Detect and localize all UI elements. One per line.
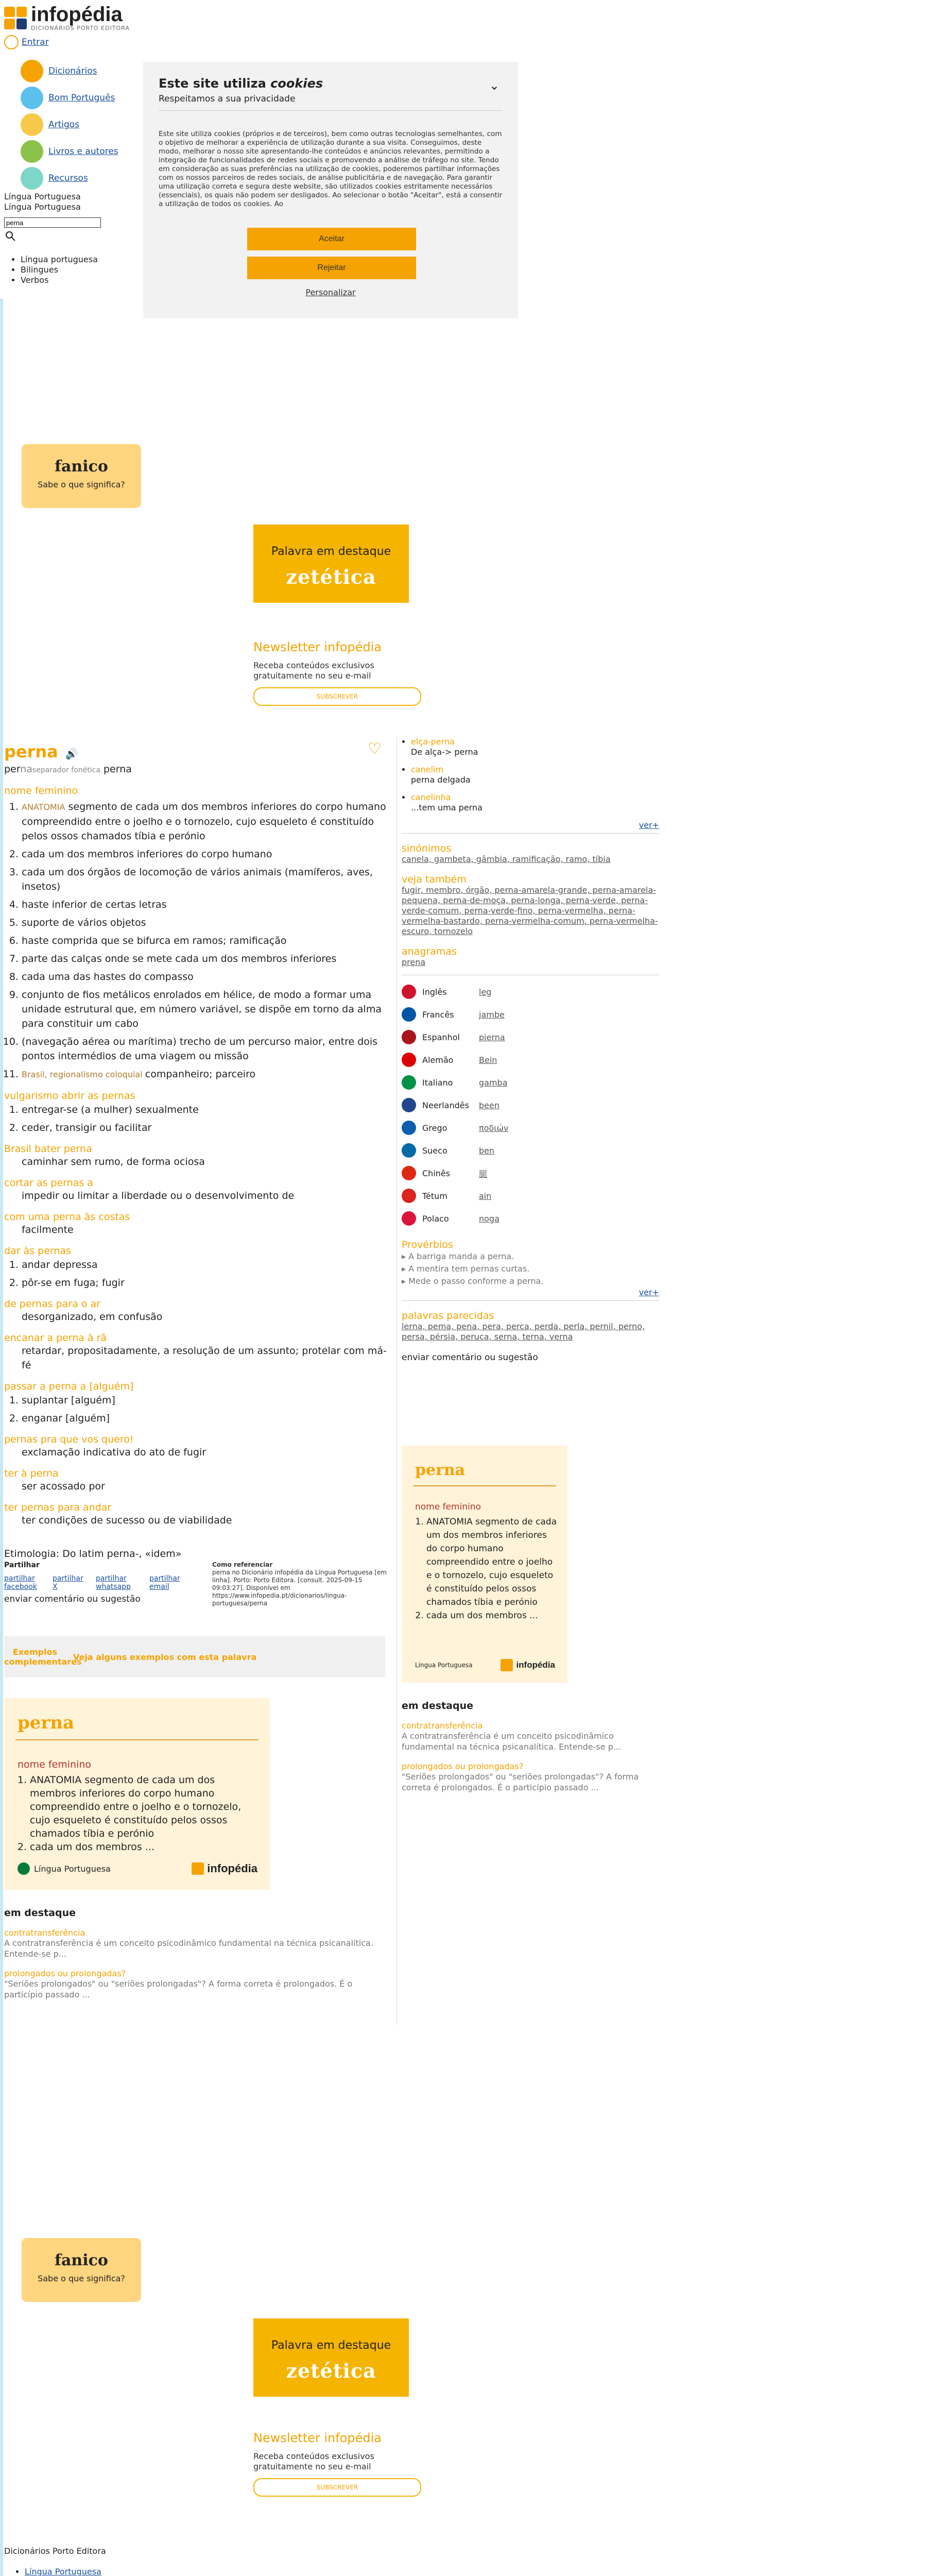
quiz-word: fanico <box>55 457 108 476</box>
translation-row[interactable] <box>402 1207 659 1230</box>
phrase-title: cortar as pernas a <box>4 1177 93 1189</box>
lang-selected-2: Língua Portuguesa <box>4 202 81 212</box>
lang-option[interactable]: • Língua portuguesa <box>21 255 98 265</box>
see-more-link[interactable]: ver+ <box>639 1287 659 1297</box>
card-def: 2. cada um dos membros ... <box>426 1609 560 1622</box>
card-lang: Língua Portuguesa <box>415 1662 473 1669</box>
card-footer <box>18 1862 257 1875</box>
definition-text: suporte de vários objetos <box>22 917 146 928</box>
grammar-category: nome feminino <box>4 785 78 796</box>
translation-language: Chinês <box>422 1168 451 1178</box>
highlight-item[interactable]: prolongados ou prolongadas? "Seriões prolongados" ou "seriões prolongadas"? A forma correta é prolongados. É o particípio passado ... <box>4 1969 353 1999</box>
phrase-title: passar a perna a [alguém] <box>4 1381 134 1392</box>
highlight-item[interactable]: contratransferência A contratransferência é um conceito psicodinâmico fundamental na técnica psicanalítica. Entende-se p... <box>402 1721 622 1752</box>
nav-label[interactable]: Artigos <box>48 120 80 130</box>
translation-language: Tétum <box>422 1191 447 1201</box>
newsletter-title: Newsletter infopédia <box>253 640 382 654</box>
see-also-title: veja também <box>402 874 467 885</box>
newsletter-box <box>253 2431 423 2497</box>
divider <box>402 1300 659 1301</box>
card-category: nome feminino <box>415 1502 481 1512</box>
definition-item <box>22 847 391 861</box>
share-label: Partilhar <box>4 1561 40 1569</box>
site-logo[interactable] <box>4 4 130 31</box>
translation-row[interactable] <box>402 1026 659 1048</box>
definition-item <box>22 916 391 930</box>
card-divider <box>15 1739 258 1740</box>
translation-word[interactable]: noga <box>479 1213 499 1224</box>
featured-word: zetética <box>286 2359 376 2382</box>
headword: perna <box>4 742 58 761</box>
portugal-flag-icon <box>18 1862 30 1875</box>
quiz-question: Sabe o que significa? <box>38 2274 125 2283</box>
phrase-title: ter à perna <box>4 1468 59 1479</box>
speaker-icon[interactable]: 🔊 <box>65 748 78 760</box>
phrase-title: pernas pra que vos quero! <box>4 1434 134 1445</box>
footer-link[interactable]: • Língua Portuguesa <box>25 2567 101 2576</box>
highlight-item[interactable]: prolongados ou prolongadas? "Seriões prolongados" ou "seriões prolongadas"? A forma correta é prolongados. É o particípio passado ... <box>402 1761 639 1792</box>
newsletter-desc: Receba conteúdos exclusivos gratuitamente no seu e-mail <box>253 660 374 681</box>
nav-item-bom-portugues[interactable] <box>21 84 118 111</box>
dictionary-icon <box>21 60 43 82</box>
nav-label[interactable]: Dicionários <box>48 66 97 76</box>
divider <box>159 110 503 111</box>
phrase-def: caminhar sem rumo, de forma ociosa <box>22 1156 205 1167</box>
translation-row[interactable] <box>402 1139 659 1162</box>
nav-label[interactable]: Livros e autores <box>48 146 118 157</box>
phrase-def-list <box>4 1393 391 1426</box>
comment-link[interactable]: enviar comentário ou sugestão <box>4 1594 141 1604</box>
translation-row[interactable] <box>402 1071 659 1094</box>
dictionary-entry <box>4 742 391 1560</box>
flag-icon <box>402 985 416 999</box>
nav-item-dicionarios[interactable] <box>21 58 118 84</box>
right-sidebar <box>402 737 659 1363</box>
phrase-def: 1. entregar-se (a mulher) sexualmente <box>22 1103 391 1117</box>
subscribe-button[interactable]: SUBSCREVER <box>253 687 421 706</box>
featured-word-card[interactable] <box>253 524 409 603</box>
cookie-body: Este site utiliza cookies (próprios e de terceiros), bem como outras tecnologias semelhantes, com o objetivo de melhorar a experiência de utilização durante a sua visita. Conseguimos, deste modo, melhorar o nosso site apresentando-lhe conteúdos e anúncios relevantes, permitindo a integração de funcionalidades de redes sociais e promovendo a análise de tráfego no site. Tendo em consideração as suas preferências na utilização de cookies, poderemos partilhar informações com os nossos parceiros de redes sociais, de análise publicitária e de navegação. Para garantir uma utilização correta e segura deste website, são utilizados cookies estritamente necessários (essenciais), os quais não podem ser desligados. Ao selecionar o botão "Aceitar", está a consentir a utilização de todos os cookies. Ao <box>159 130 503 208</box>
lang-option[interactable]: • Verbos <box>21 275 98 285</box>
word-quiz-card[interactable] <box>22 444 141 508</box>
nav-item-livros[interactable] <box>21 138 118 165</box>
related-list <box>402 737 659 813</box>
subscribe-button[interactable]: SUBSCREVER <box>253 2478 421 2497</box>
synonyms-links[interactable]: canela, gambeta, gâmbia, ramificação, ramo, tíbia <box>402 854 611 864</box>
flag-icon <box>402 1211 416 1226</box>
definition-item <box>22 1035 391 1063</box>
similar-words-title: palavras parecidas <box>402 1310 494 1321</box>
translations-list <box>402 980 659 1230</box>
definition-list <box>4 800 391 1082</box>
share-card-side <box>402 1446 567 1683</box>
phrase-title: dar às pernas <box>4 1245 71 1257</box>
flag-icon <box>402 1007 416 1022</box>
card-def: 1. ANATOMIA segmento de cada um dos membros inferiores do corpo humano compreendido entre o joelho e o tornozelo, cujo esqueleto é constituído pelos ossos chamados tíbia e perónio <box>30 1773 256 1840</box>
language-selector[interactable] <box>4 192 81 212</box>
card-footer <box>415 1659 555 1671</box>
definition-text: haste inferior de certas letras <box>22 899 167 910</box>
footer <box>4 2546 674 2576</box>
definition-item <box>22 970 391 984</box>
logo-subtitle: DICIONÁRIOS PORTO EDITORA <box>31 25 130 31</box>
page-edge-strip <box>0 299 3 2576</box>
flag-icon <box>402 1166 416 1180</box>
phrase-def: ser acossado por <box>22 1481 105 1492</box>
featured-word: zetética <box>286 565 376 588</box>
card-headword: perna <box>18 1713 75 1733</box>
cookie-subtitle: Respeitamos a sua privacidade <box>159 94 296 104</box>
flag-icon <box>402 1121 416 1135</box>
card-divider <box>413 1485 556 1486</box>
translation-language: Sueco <box>422 1145 447 1156</box>
see-also-links[interactable]: fugir, membro, órgão, perna-amarela-grande, perna-amarela-pequena, perna-de-moça, perna-longa, perna-verde, perna-verde-comum, perna-verde-fino, perna-vermelha, perna-vermelha-bastardo, perna-vermelha-comum, perna-vermelha-escuro, tornozelo <box>402 885 658 936</box>
translation-word[interactable]: ben <box>479 1145 495 1156</box>
share-card <box>4 1698 270 1890</box>
proverb: ▸ A barriga manda a perna. <box>402 1251 514 1261</box>
phrases-list <box>4 1090 391 1528</box>
newsletter-desc: Receba conteúdos exclusivos gratuitamente no seu e-mail <box>253 2451 374 2471</box>
phrase-def-list <box>4 1103 391 1135</box>
login-link[interactable] <box>4 35 49 49</box>
translation-word[interactable]: gamba <box>479 1077 508 1088</box>
share-x-link[interactable]: partilhar X <box>53 1574 83 1591</box>
card-def: 2. cada um dos membros ... <box>30 1840 256 1854</box>
logo-text: infopédia <box>31 3 123 26</box>
phrase-def: facilmente <box>22 1224 74 1235</box>
etymology: Etimologia: Do latim perna-, «idem» <box>4 1548 182 1560</box>
syllabification: pernaseparador fonética perna <box>4 764 132 775</box>
main-nav <box>21 58 118 192</box>
proverb: ▸ Mede o passo conforme a perna. <box>402 1276 544 1286</box>
cookie-dialog <box>143 62 518 318</box>
nav-label[interactable]: Bom Português <box>48 93 115 103</box>
phrase-def: desorganizado, em confusão <box>22 1311 163 1323</box>
translation-row[interactable] <box>402 1003 659 1026</box>
logo-mark-icon <box>4 7 27 29</box>
related-item[interactable]: • canelinha ...tem uma perna <box>411 792 659 813</box>
book-icon <box>21 140 43 163</box>
translation-language: Neerlandês <box>422 1100 469 1110</box>
citation-text: perna no Dicionário infopédia da Língua Portuguesa [em linha]. Porto: Porto Editora. [consult. 2025-09-15 09:03:27]. Disponível em https://www.infopedia.pt/dicionarios/lingua-portuguesa/perna <box>212 1569 387 1607</box>
phrase-title: Brasil bater perna <box>4 1143 92 1155</box>
flag-icon <box>402 1030 416 1044</box>
card-defs <box>12 1773 256 1854</box>
column-divider <box>396 737 397 2025</box>
phrase-def: 2. pôr-se em fuga; fugir <box>22 1276 391 1290</box>
personalize-link[interactable]: Personalizar <box>305 287 356 297</box>
logo-mark-icon <box>192 1862 204 1875</box>
flag-icon <box>402 1075 416 1090</box>
flag-icon <box>402 1143 416 1158</box>
definition-text: parte das calças onde se mete cada um dos membros inferiores <box>22 953 337 964</box>
definition-item <box>22 952 391 966</box>
proverb: ▸ A mentira tem pernas curtas. <box>402 1264 530 1274</box>
translation-language: Espanhol <box>422 1032 460 1042</box>
card-category: nome feminino <box>18 1759 92 1770</box>
translation-row[interactable] <box>402 1094 659 1116</box>
translation-row[interactable] <box>402 980 659 1003</box>
phrase-def: exclamação indicativa do ato de fugir <box>22 1447 206 1458</box>
article-icon <box>21 113 43 136</box>
translation-language: Italiano <box>422 1077 453 1088</box>
user-icon <box>4 35 19 49</box>
chevron-down-icon[interactable]: ⌄ <box>489 78 499 93</box>
translation-language: Polaco <box>422 1213 449 1224</box>
logo-mark-icon <box>501 1659 513 1671</box>
comment-link[interactable]: enviar comentário ou sugestão <box>402 1352 538 1363</box>
definition-text: companheiro; parceiro <box>145 1069 256 1080</box>
speech-icon <box>21 87 43 109</box>
translation-row[interactable] <box>402 1162 659 1184</box>
highlights-title: em destaque <box>4 1907 76 1919</box>
translation-language: Alemão <box>422 1055 454 1065</box>
accept-button[interactable]: Aceitar <box>247 228 416 250</box>
heart-icon[interactable]: ♡ <box>368 740 382 758</box>
definition-text: cada um dos órgãos de locomoção de vários animais (mamíferos, aves, insetos) <box>22 867 373 892</box>
featured-title: Palavra em destaque <box>271 2339 391 2352</box>
definition-text: cada uma das hastes do compasso <box>22 971 194 982</box>
newsletter-box <box>253 640 423 706</box>
quiz-word: fanico <box>55 2251 108 2269</box>
phrase-def: impedir ou limitar a liberdade ou o desenvolvimento de <box>22 1190 295 1201</box>
phrase-def: 2. enganar [alguém] <box>22 1411 391 1426</box>
login-label[interactable]: Entrar <box>22 37 49 47</box>
translation-language: Francês <box>422 1009 454 1020</box>
definition-text: (navegação aérea ou marítima) trecho de um percurso maior, entre dois pontos intermédios de uma viagem ou missão <box>22 1036 378 1062</box>
card-logo: infopédia <box>501 1659 555 1671</box>
translation-word[interactable]: ain <box>479 1191 492 1201</box>
examples-button[interactable]: Exemplos complementares <box>4 1647 82 1667</box>
share-whatsapp-link[interactable]: partilhar whatsapp <box>96 1574 131 1591</box>
card-lang: Língua Portuguesa <box>18 1862 111 1875</box>
proverbs-title: Provérbios <box>402 1239 453 1250</box>
flag-icon <box>402 1098 416 1112</box>
translation-word[interactable]: pierna <box>479 1032 505 1042</box>
divider <box>402 833 659 834</box>
card-headword: perna <box>415 1461 465 1479</box>
reject-button[interactable]: Rejeitar <box>247 257 416 279</box>
highlights-title: em destaque <box>402 1700 474 1711</box>
nav-item-artigos[interactable] <box>21 111 118 138</box>
phrase-def: 2. ceder, transigir ou facilitar <box>22 1121 391 1135</box>
phrase-def: retardar, propositadamente, a resolução de um assunto; protelar com má-fé <box>22 1345 387 1371</box>
translation-row[interactable] <box>402 1116 659 1139</box>
citation-box <box>212 1561 387 1607</box>
word-quiz-card[interactable] <box>22 2238 141 2302</box>
related-item[interactable]: • canelim perna delgada <box>411 765 659 785</box>
highlights-right <box>402 1700 659 1793</box>
definition-item <box>22 897 391 912</box>
examples-text: Veja alguns exemplos com esta palavra <box>73 1652 257 1662</box>
definition-item <box>22 865 391 894</box>
highlights-left <box>4 1907 391 2000</box>
newsletter-title: Newsletter infopédia <box>253 2431 382 2445</box>
search-input[interactable] <box>4 217 101 228</box>
translation-word[interactable]: been <box>479 1100 499 1110</box>
phrase-title: vulgarismo abrir as pernas <box>4 1090 135 1101</box>
phrase-title: encanar a perna à rã <box>4 1332 107 1344</box>
footer-dict-list <box>4 2567 674 2576</box>
definition-text: conjunto de fios metálicos enrolados em hélice, de modo a formar uma unidade estrutural que, em número variável, se dispõe em torno da alma para constituir um cabo <box>22 989 382 1029</box>
share-facebook-link[interactable]: partilhar facebook <box>4 1574 37 1591</box>
definition-item <box>22 988 391 1031</box>
related-item[interactable]: • elça-perna De alça-> perna <box>411 737 659 757</box>
examples-bar[interactable] <box>4 1636 385 1677</box>
phrase-def: 1. suplantar [alguém] <box>22 1393 391 1408</box>
definition-text: cada um dos membros inferiores do corpo humano <box>22 849 272 860</box>
definition-item <box>22 934 391 948</box>
usage-tag: Brasil, regionalismo coloquial <box>22 1070 145 1079</box>
phrase-def-list <box>4 1258 391 1290</box>
synonyms-title: sinónimos <box>402 843 452 854</box>
translation-language: Grego <box>422 1123 447 1133</box>
phrase-title: ter pernas para andar <box>4 1502 112 1513</box>
phrase-def: 1. andar depressa <box>22 1258 391 1272</box>
lang-options <box>21 255 98 285</box>
definition-item <box>22 800 391 843</box>
lang-selected[interactable]: Língua Portuguesa <box>4 192 81 201</box>
phrase-title: com uma perna às costas <box>4 1211 130 1223</box>
similar-words-links[interactable]: lerna, pema, pena, pera, perca, perda, perla, pernil, perno, persa, pérsia, peruca, serna, terna, verna <box>402 1321 645 1342</box>
featured-title: Palavra em destaque <box>271 545 391 558</box>
highlight-item[interactable]: contratransferência A contratransferência é um conceito psicodinâmico fundamental na técnica psicanalítica. Entende-se p... <box>4 1928 373 1959</box>
translation-word[interactable]: leg <box>479 987 492 997</box>
translation-word[interactable]: jambe <box>479 1009 505 1020</box>
lang-option[interactable]: • Bilingues <box>21 265 98 275</box>
translation-word[interactable]: ποδιών <box>479 1123 508 1133</box>
definition-item <box>22 1067 391 1082</box>
usage-tag: ANATOMIA <box>22 802 65 812</box>
phrase-title: de pernas para o ar <box>4 1298 100 1310</box>
card-defs <box>409 1515 560 1622</box>
card-logo: infopédia <box>192 1862 257 1875</box>
card-def: 1. ANATOMIA segmento de cada um dos membros inferiores do corpo humano compreendido entre o joelho e o tornozelo, cujo esqueleto é constituído pelos ossos chamados tíbia e perónio <box>426 1515 560 1609</box>
definition-text: haste comprida que se bifurca em ramos; ramificação <box>22 935 287 946</box>
translation-language: Inglês <box>422 987 447 997</box>
share-email-link[interactable]: partilhar email <box>149 1574 180 1591</box>
quiz-question: Sabe o que significa? <box>38 480 125 489</box>
anagrams-title: anagramas <box>402 946 457 957</box>
nav-label[interactable]: Recursos <box>48 173 88 183</box>
resources-icon <box>21 167 43 190</box>
anagrams-links[interactable]: prena <box>402 957 426 967</box>
cookie-title: Este site utiliza cookies <box>159 76 323 91</box>
nav-item-recursos[interactable] <box>21 165 118 192</box>
search-icon[interactable] <box>4 230 16 242</box>
phrase-def: ter condições de sucesso ou de viabilidade <box>22 1515 232 1526</box>
flag-icon <box>402 1189 416 1203</box>
see-more-link[interactable]: ver+ <box>639 820 659 830</box>
definition-text: segmento de cada um dos membros inferiores do corpo humano compreendido entre o joelho e o tornozelo, cujo esqueleto é constituído pelos ossos chamados tíbia e perónio <box>22 801 386 842</box>
citation-title: Como referenciar <box>212 1561 273 1568</box>
translation-word[interactable]: 腿 <box>479 1168 488 1179</box>
footer-brand: Dicionários Porto Editora <box>4 2546 106 2556</box>
flag-icon <box>402 1053 416 1067</box>
translation-word[interactable]: Bein <box>479 1055 497 1065</box>
translation-row[interactable] <box>402 1048 659 1071</box>
translation-row[interactable] <box>402 1184 659 1207</box>
featured-word-card[interactable] <box>253 2318 409 2397</box>
